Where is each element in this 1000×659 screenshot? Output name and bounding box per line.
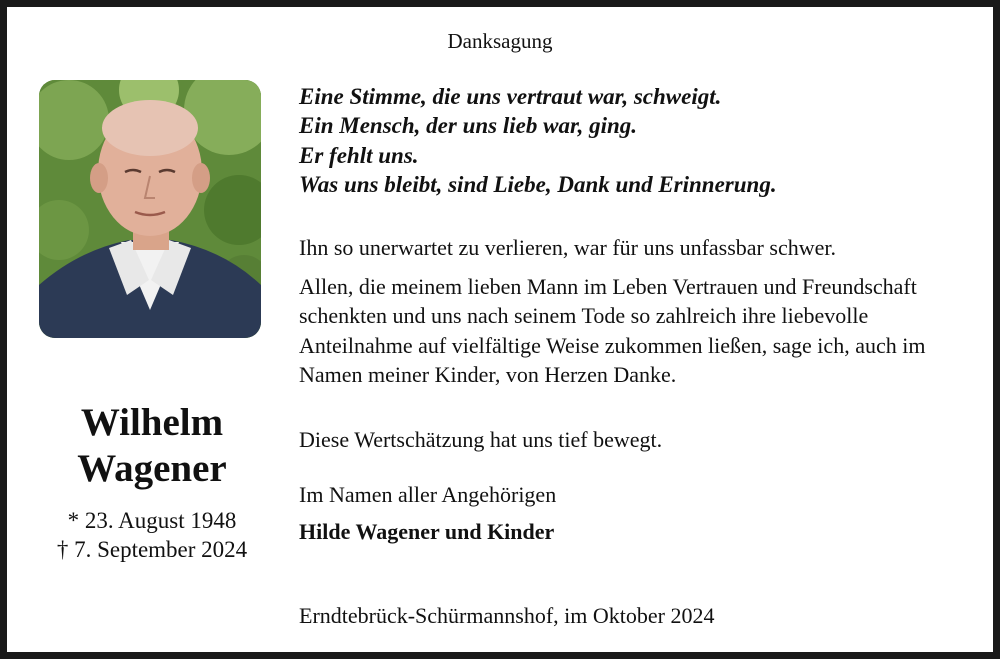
- portrait-illustration: [39, 80, 261, 338]
- signature-label: Im Namen aller Angehörigen: [299, 482, 557, 507]
- portrait-photo: [39, 80, 261, 338]
- poem-line: Er fehlt uns.: [299, 142, 419, 168]
- poem-line: Eine Stimme, die uns vertraut war, schweigt.: [299, 84, 722, 109]
- paragraph-intro: Ihn so unerwartet zu verlieren, war für uns unfassbar schwer.: [299, 235, 836, 260]
- deceased-first-name: Wilhelm: [80, 401, 224, 444]
- signature-names: Hilde Wagener und Kinder: [299, 519, 555, 544]
- birth-date: * 23. August 1948: [67, 508, 237, 533]
- paragraph-closing: Diese Wertschätzung hat uns tief bewegt.: [299, 427, 663, 452]
- poem-line: Was uns bleibt, sind Liebe, Dank und Erinnerung.: [299, 171, 777, 197]
- place-and-date: Erndtebrück-Schürmannshof, im Oktober 2024: [299, 603, 715, 628]
- paragraph-thanks: Allen, die meinem lieben Mann im Leben Vertrauen und Freundschaft schenkten und uns nach seinem Tode so zahlreich ihre liebevolle Anteilnahme auf vielfältige Weise zukommen ließen, sage ich, auch im Namen meiner Kinder, von Herzen Danke.: [299, 274, 926, 388]
- notice-heading: Danksagung: [447, 29, 553, 53]
- poem: [299, 82, 969, 199]
- poem-line: Ein Mensch, der uns lieb war, ging.: [299, 113, 638, 139]
- death-date: † 7. September 2024: [56, 537, 248, 562]
- deceased-last-name: Wagener: [77, 447, 227, 490]
